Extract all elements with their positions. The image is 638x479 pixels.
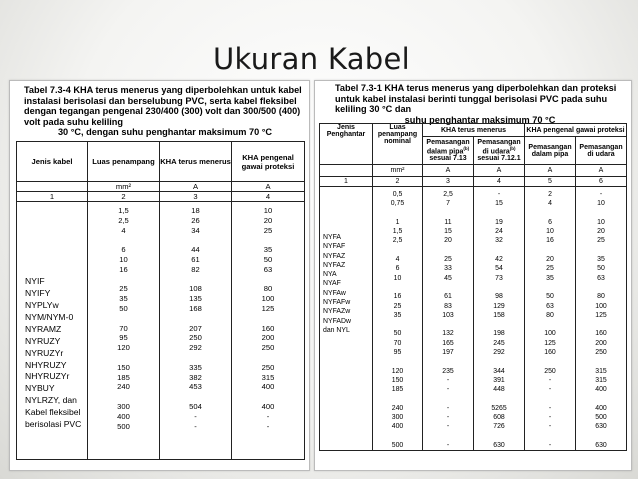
unit-cell bbox=[17, 182, 88, 192]
header-pipe-label: Pemasangan dalam pipa bbox=[426, 138, 470, 156]
header-pipe-ref: sesuai 7.13 bbox=[429, 155, 467, 163]
unit-cell: A bbox=[525, 165, 576, 177]
column-number: 6 bbox=[576, 177, 627, 187]
air-continuous-list: - 15 19 24 32 42 54 73 98 129 158 198 245 292 344 391 448 5265 608 726 630 bbox=[474, 187, 525, 451]
header-kha-terus-group: KHA terus menerus bbox=[423, 124, 525, 137]
unit-cell: A bbox=[232, 182, 305, 192]
kha-protection-list: 10 20 25 35 50 63 80 100 125 160 200 250 250 315 400 400 - - bbox=[232, 202, 305, 460]
header-air-ref: sesuai 7.12.1 bbox=[477, 155, 521, 163]
slide-title: Ukuran Kabel bbox=[213, 42, 410, 76]
header-kha-pengenal-group: KHA pengenal gawai proteksi bbox=[525, 124, 627, 137]
column-number: 5 bbox=[525, 177, 576, 187]
cross-section-list: 0,5 0,75 1 1,5 2,5 4 6 10 16 25 35 50 70 95 120 150 185 240 300 400 500 bbox=[373, 187, 423, 451]
right-caption-line1: Tabel 7.3-1 KHA terus menerus yang diperbolehkan dan proteksi untuk kabel instalasi berinti tunggal berisolasi PVC pada suhu keliling 30 °C dan bbox=[335, 83, 617, 115]
unit-cell: A bbox=[576, 165, 627, 177]
column-number: 4 bbox=[232, 192, 305, 202]
column-number: 2 bbox=[88, 192, 160, 202]
right-kha-table bbox=[319, 123, 627, 451]
pipe-protection-list: 2 4 6 10 16 20 25 35 50 63 80 100 125 160 250 - - - - - - bbox=[525, 187, 576, 451]
right-table-caption bbox=[335, 83, 625, 125]
header-air bbox=[474, 137, 525, 165]
column-number: 3 bbox=[423, 177, 474, 187]
unit-cell: A bbox=[160, 182, 232, 192]
left-kha-table bbox=[16, 141, 305, 460]
cross-section-list: 1,5 2,5 4 6 10 16 25 35 50 70 95 120 150 185 240 300 400 500 bbox=[88, 202, 160, 460]
right-caption-line2: suhu penghantar maksimum 70 °C bbox=[404, 114, 556, 125]
left-caption-line2: 30 °C, dengan suhu penghantar maksimum 70 °C bbox=[57, 127, 273, 138]
kha-continuous-list: 18 26 34 44 61 82 108 135 168 207 250 292 335 382 453 504 - - bbox=[160, 202, 232, 460]
pipe-continuous-list: 2,5 7 11 15 20 25 33 45 61 83 103 132 165 197 235 - - - - - - bbox=[423, 187, 474, 451]
header-luas-nominal: Luas penampang nominal bbox=[373, 124, 423, 165]
unit-cell: A bbox=[423, 165, 474, 177]
conductor-type-list: NYFA NYFAF NYFAZ NYFAZ NYA NYAF NYFAw NYFAFw NYFAZw NYFADw dan NYL bbox=[320, 187, 373, 451]
air-protection-list: - 10 10 20 25 35 50 63 80 100 125 160 200 250 315 315 400 400 500 630 630 bbox=[576, 187, 627, 451]
unit-cell: A bbox=[474, 165, 525, 177]
column-number: 3 bbox=[160, 192, 232, 202]
header-air-superscript: (b) bbox=[509, 145, 516, 151]
header-pipe bbox=[423, 137, 474, 165]
header-prot-air: Pemasangan di udara bbox=[576, 137, 627, 165]
cable-type-list: NYIF NYIFY NYPLYw NYM/NYM-0 NYRAMZ NYRUZY NYRUZYr NHYRUZY NHYRUZYr NYBUY NYLRZY, dan Kabel fleksibel berisolasi PVC bbox=[17, 202, 88, 460]
right-table-image bbox=[314, 80, 632, 471]
header-luas-penampang: Luas penampang bbox=[88, 142, 160, 182]
left-table-caption bbox=[24, 85, 306, 138]
unit-cell: mm² bbox=[373, 165, 423, 177]
header-kha-pengenal: KHA pengenal gawai proteksi bbox=[232, 142, 305, 182]
header-prot-pipe: Pemasangan dalam pipa bbox=[525, 137, 576, 165]
column-number: 1 bbox=[17, 192, 88, 202]
column-number: 4 bbox=[474, 177, 525, 187]
header-air-label: Pemasangan di udara bbox=[477, 138, 521, 156]
column-number: 2 bbox=[373, 177, 423, 187]
unit-cell bbox=[320, 165, 373, 177]
unit-cell: mm² bbox=[88, 182, 160, 192]
column-number: 1 bbox=[320, 177, 373, 187]
header-jenis-kabel: Jenis kabel bbox=[17, 142, 88, 182]
header-pipe-superscript: (b) bbox=[463, 145, 470, 151]
left-caption-line1: Tabel 7.3-4 KHA terus menerus yang diperbolehkan untuk kabel instalasi berisolasi dan berselubung PVC, serta kabel fleksibel dengan tegangan pengenal 230/400 (300) volt dan 300/500 (400) volt pada suhu keliling bbox=[24, 85, 302, 127]
left-table-image bbox=[9, 80, 310, 471]
header-kha-terus: KHA terus menerus bbox=[160, 142, 232, 182]
header-jenis-penghantar: Jenis Penghantar bbox=[320, 124, 373, 165]
